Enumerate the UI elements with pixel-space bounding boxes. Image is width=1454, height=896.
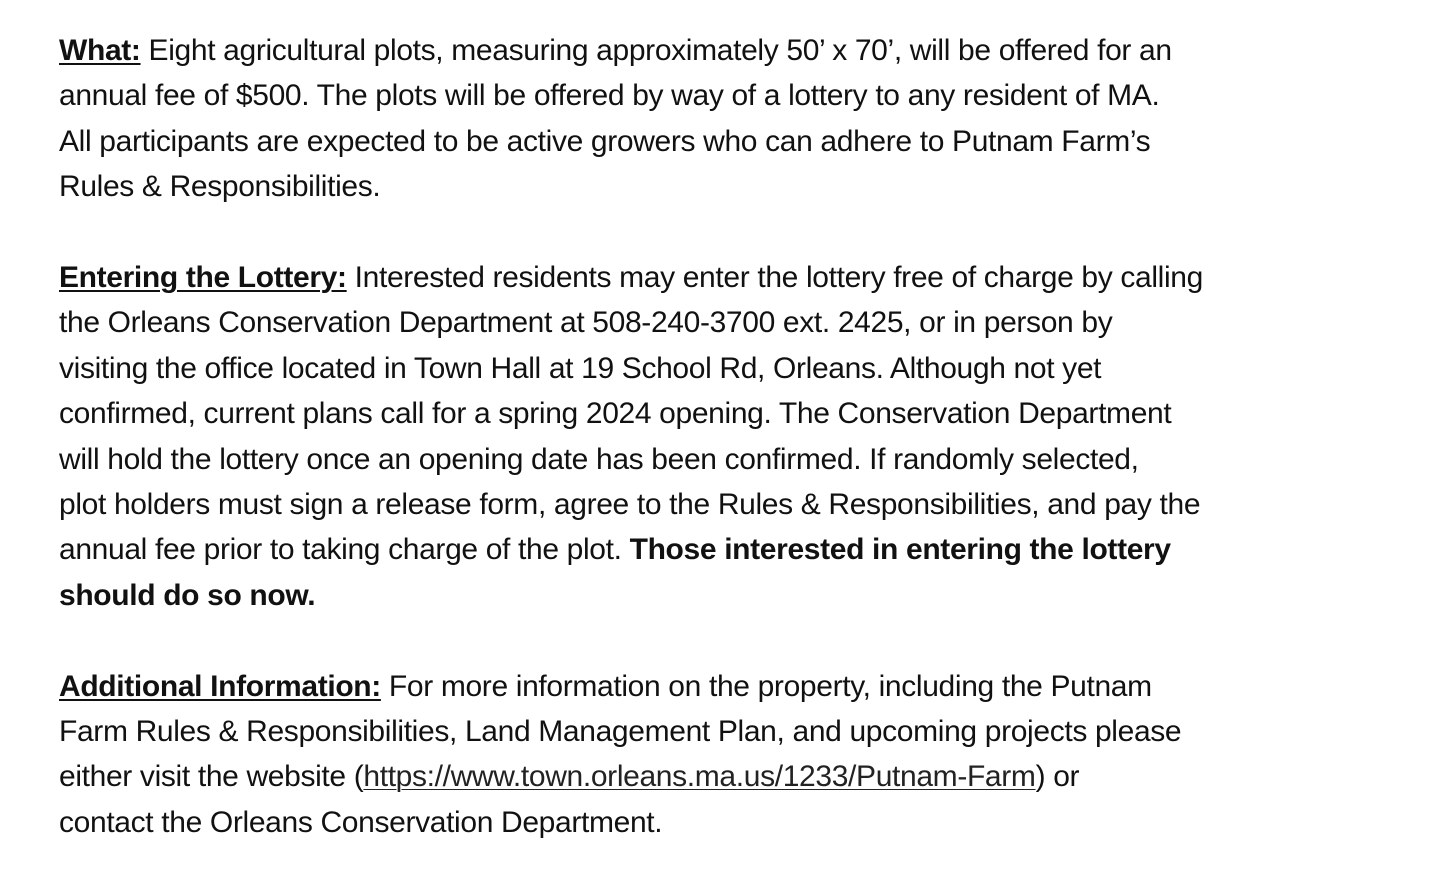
section-what	[59, 28, 1419, 210]
entering-line-4: confirmed, current plans call for a spring 2024 opening. The Conservation Department	[59, 397, 1172, 431]
paragraph-gap	[59, 618, 1419, 663]
what-line-1-text: Eight agricultural plots, measuring approximately 50’ x 70’, will be offered for an	[140, 34, 1172, 67]
what-line-2: annual fee of $500. The plots will be offered by way of a lottery to any resident of MA.	[59, 79, 1160, 113]
entering-heading: Entering the Lottery:	[59, 261, 347, 295]
what-line-1	[59, 28, 1419, 73]
entering-line-8: should do so now.	[59, 578, 316, 612]
putnam-farm-website-link[interactable]: https://www.town.orleans.ma.us/1233/Putnam-Farm	[363, 760, 1036, 794]
what-line-4: Rules & Responsibilities.	[59, 170, 381, 204]
additional-heading: Additional Information:	[59, 669, 381, 703]
additional-line-4: contact the Orleans Conservation Department.	[59, 805, 663, 839]
entering-line-7	[59, 527, 1419, 572]
section-entering-lottery	[59, 255, 1419, 618]
document-body	[59, 28, 1419, 845]
entering-call-to-action: Those interested in entering the lottery	[629, 533, 1171, 567]
paragraph-gap	[59, 210, 1419, 255]
entering-line-6: plot holders must sign a release form, agree to the Rules & Responsibilities, and pay the	[59, 488, 1201, 522]
what-line-3: All participants are expected to be active growers who can adhere to Putnam Farm’s	[59, 124, 1151, 158]
entering-line-5: will hold the lottery once an opening date has been confirmed. If randomly selected,	[59, 442, 1139, 476]
what-heading: What:	[59, 34, 141, 67]
additional-line-2: Farm Rules & Responsibilities, Land Management Plan, and upcoming projects please	[59, 715, 1182, 749]
additional-line-1	[59, 664, 1419, 709]
additional-line-3	[59, 754, 1419, 799]
entering-line-2: the Orleans Conservation Department at 508-240-3700 ext. 2425, or in person by	[59, 306, 1113, 340]
entering-line-3: visiting the office located in Town Hall at 19 School Rd, Orleans. Although not yet	[59, 351, 1102, 385]
additional-line-3-after: ) or	[1035, 760, 1080, 794]
entering-line-1-text: Interested residents may enter the lottery free of charge by calling	[346, 261, 1203, 295]
additional-line-3-before: either visit the website (	[59, 760, 364, 794]
additional-line-1-text: For more information on the property, including the Putnam	[380, 669, 1152, 703]
section-additional-information	[59, 664, 1419, 846]
entering-line-1	[59, 255, 1419, 300]
entering-line-7-text: annual fee prior to taking charge of the plot.	[59, 533, 630, 567]
